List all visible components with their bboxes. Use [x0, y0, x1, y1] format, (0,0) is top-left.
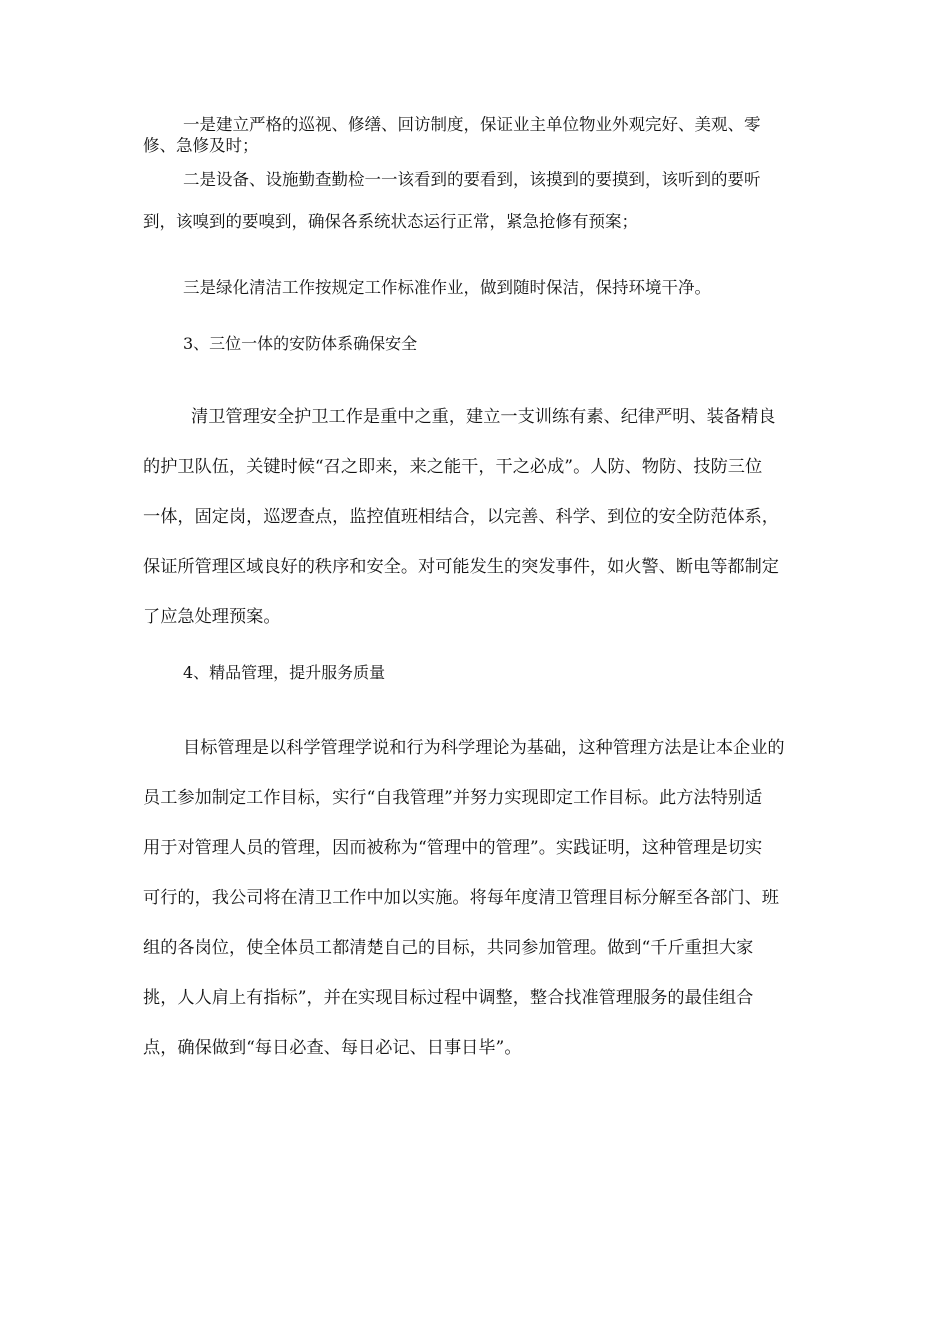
text-line: 员工参加制定工作目标，实行“自我管理”并努力实现即定工作目标。此方法特别适: [143, 788, 763, 808]
text-line: 修、急修及时；: [143, 136, 259, 155]
text-line: 点，确保做到“每日必查、每日必记、日事日毕”。: [143, 1038, 522, 1058]
text-line: 一体，固定岗，巡逻查点，监控值班相结合，以完善、科学、到位的安全防范体系，: [143, 507, 779, 527]
paragraph-inspection-system: [143, 114, 819, 156]
paragraph-target-management: [143, 723, 819, 1073]
section-heading-3: 3、三位一体的安防体系确保安全: [183, 334, 418, 353]
section-heading-4: 4、精品管理，提升服务质量: [183, 663, 386, 682]
text-line: 用于对管理人员的管理，因而被称为“管理中的管理”。实践证明，这种管理是切实: [143, 838, 763, 858]
text-line: 的护卫队伍，关键时候“召之即来，来之能干，干之必成”。人防、物防、技防三位: [143, 457, 763, 477]
text-line: 了应急处理预案。: [143, 607, 281, 627]
paragraph-equipment-check: [143, 170, 819, 232]
text-line: 到，该嗅到的要嗅到，确保各系统状态运行正常，紧急抢修有预案；: [143, 212, 638, 231]
text-line: 清卫管理安全护卫工作是重中之重，建立一支训练有素、纪律严明、装备精良: [191, 407, 776, 427]
text-line: 保证所管理区域良好的秩序和安全。对可能发生的突发事件，如火警、断电等都制定: [143, 557, 779, 577]
text-line: 三是绿化清洁工作按规定工作标准作业，做到随时保洁，保持环境干净。: [183, 278, 711, 297]
text-line: 可行的，我公司将在清卫工作中加以实施。将每年度清卫管理目标分解至各部门、班: [143, 888, 779, 908]
text-line: 二是设备、设施勤查勤检一一该看到的要看到，该摸到的要摸到，该听到的要听: [183, 170, 761, 189]
text-line: 目标管理是以科学管理学说和行为科学理论为基础，这种管理方法是让本企业的: [183, 738, 785, 758]
text-line: 挑，人人肩上有指标”，并在实现目标过程中调整，整合找准管理服务的最佳组合: [143, 988, 754, 1008]
text-line: 一是建立严格的巡视、修缮、回访制度，保证业主单位物业外观完好、美观、零: [183, 115, 761, 134]
paragraph-security-guard: [143, 392, 819, 642]
paragraph-greening-cleaning: [143, 277, 819, 298]
text-line: 组的各岗位，使全体员工都清楚自己的目标，共同参加管理。做到“千斤重担大家: [143, 938, 754, 958]
